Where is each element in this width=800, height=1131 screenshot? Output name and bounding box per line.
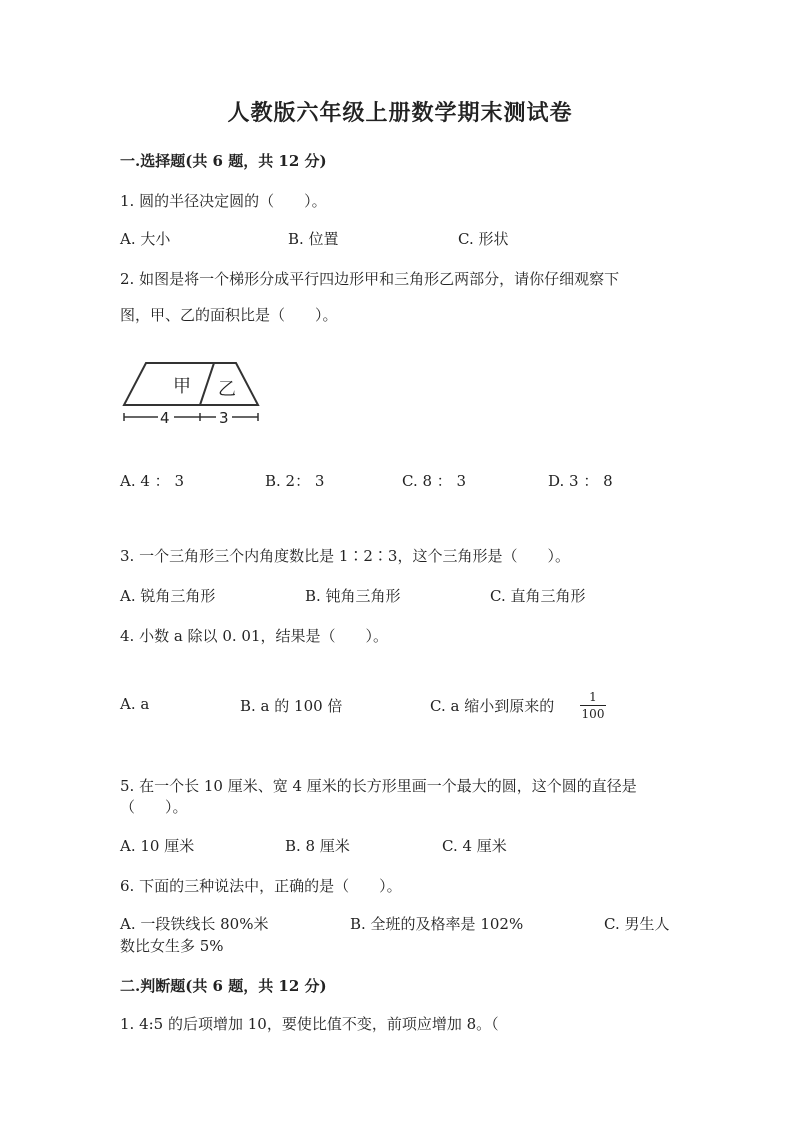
section-heading-judgement: 二.判断题(共 6 题，共 12 分) [120,977,327,995]
label-length-3: 3 [219,409,229,427]
label-jia: 甲 [173,376,191,397]
question-6-text: 6. 下面的三种说法中，正确的是（ ）。 [120,877,402,895]
question-5-option-a: A. 10 厘米 [120,837,195,855]
trapezoid-divider-line [200,363,214,405]
question-4-option-b: B. a 的 100 倍 [240,697,343,715]
fraction-one-hundredth [580,690,606,721]
judgement-1-text: 1. 4:5 的后项增加 10，要使比值不变，前项应增加 8。（ [120,1015,499,1033]
question-2-option-a: A. 4 ： 3 [120,472,184,490]
label-yi: 乙 [218,379,236,400]
question-1-text: 1. 圆的半径决定圆的（ ）。 [120,192,327,210]
trapezoid-outline [124,363,258,405]
question-3-option-b: B. 钝角三角形 [305,587,401,605]
question-4-option-a: A. a [120,695,150,713]
question-6-option-c: C. 男生人 [604,915,670,933]
question-2-option-b: B. 2： 3 [265,472,325,490]
question-3-text: 3. 一个三角形三个内角度数比是 1∶2∶3，这个三角形是（ ）。 [120,547,570,565]
trapezoid-figure [118,355,268,430]
question-3-option-a: A. 锐角三角形 [120,587,216,605]
question-2-option-d: D. 3 ： 8 [548,472,613,490]
question-5-option-c: C. 4 厘米 [442,837,507,855]
label-length-4: 4 [160,409,170,427]
question-4-text: 4. 小数 a 除以 0. 01，结果是（ ）。 [120,627,388,645]
fraction-denominator: 100 [581,707,605,721]
fraction-numerator: 1 [589,690,597,704]
question-4-option-c: C. a 缩小到原来的 [430,697,555,715]
question-1-option-a: A. 大小 [120,230,171,248]
fraction-bar [580,705,606,706]
page-title: 人教版六年级上册数学期末测试卷 [227,100,573,126]
question-6-option-a: A. 一段铁线长 80%米 [120,915,269,933]
section-heading-choice: 一.选择题(共 6 题，共 12 分) [120,152,327,170]
question-1-option-b: B. 位置 [288,230,339,248]
question-5-text-line2: （ ）。 [120,798,188,816]
question-1-option-c: C. 形状 [458,230,509,248]
question-5-text-line1: 5. 在一个长 10 厘米、宽 4 厘米的长方形里画一个最大的圆，这个圆的直径是 [120,777,637,795]
question-2-option-c: C. 8 ： 3 [402,472,467,490]
question-2-text-line2: 图，甲、乙的面积比是（ ）。 [120,306,338,324]
question-5-option-b: B. 8 厘米 [285,837,350,855]
question-6-option-c-continued: 数比女生多 5% [120,937,224,955]
question-6-option-b: B. 全班的及格率是 102% [350,915,524,933]
question-3-option-c: C. 直角三角形 [490,587,586,605]
question-2-text-line1: 2. 如图是将一个梯形分成平行四边形甲和三角形乙两部分，请你仔细观察下 [120,270,620,288]
